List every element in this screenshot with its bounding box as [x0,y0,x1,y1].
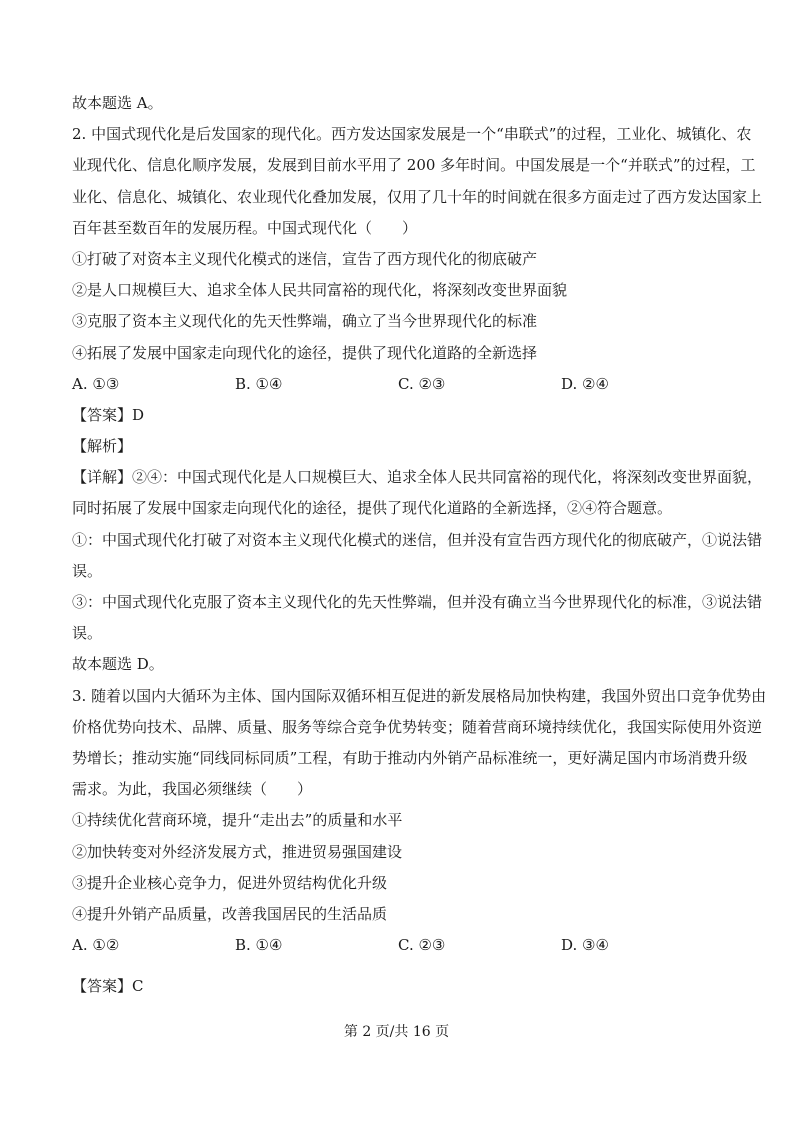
q3-stem-line: 3. 随着以国内大循环为主体、国内国际双循环相互促进的新发展格局加快构建，我国外贸出口竞争优势由 [72,686,767,705]
q3-option-d: D. ③④ [561,936,609,955]
q2-detail [72,462,763,649]
q3-stem-line: 价格优势向技术、品牌、质量、服务等综合竞争优势转变；随着营商环境持续优化，我国实际使用外资逆 [72,717,763,736]
q2-option-c: C. ②③ [398,374,446,393]
q2-option-b: B. ①④ [235,374,283,393]
q2-analysis-label: 【解析】 [72,437,133,456]
q3-statement: ③提升企业核心竞争力，促进外贸结构优化升级 [72,873,388,892]
q3-statements [72,805,724,930]
document-page [72,88,767,1002]
q3-stem-line: 需求。为此，我国必须继续（ ） [72,780,313,799]
q3-statement: ①持续优化营商环境，提升“走出去”的质量和水平 [72,811,403,830]
q2-detail-line: 误。 [72,624,103,643]
q2-options [72,369,724,400]
q2-detail-line: ③：中国式现代化克服了资本主义现代化的先天性弊端，但并没有确立当今世界现代化的标准，③说法错 [72,593,763,611]
q3-option-b: B. ①④ [235,936,283,955]
q3-stem-line: 势增长；推动实施“同线同标同质”工程，有助于推动内外销产品标准统一，更好满足国内市场消费升级 [72,748,748,767]
q2-option-d: D. ②④ [561,374,609,393]
q3-option-c: C. ②③ [398,936,446,955]
q2-detail-line: 同时拓展了发展中国家走向现代化的途径，提供了现代化道路的全新选择，②④符合题意。 [72,499,673,518]
q3-options [72,930,724,961]
q2-stem-line: 业化、信息化、城镇化、农业现代化叠加发展，仅用了几十年的时间就在很多方面走过了西方发达国家上 [72,187,763,206]
q2-statement: ②是人口规模巨大、追求全体人民共同富裕的现代化，将深刻改变世界面貌 [72,281,568,300]
q2-statement: ④拓展了发展中国家走向现代化的途径，提供了现代化道路的全新选择 [72,343,538,362]
q2-detail-line: 【详解】②④：中国式现代化是人口规模巨大、追求全体人民共同富裕的现代化，将深刻改变世界面貌， [72,468,763,487]
q2-option-a: A. ①③ [72,374,120,393]
q2-stem-line: 2. 中国式现代化是后发国家的现代化。西方发达国家发展是一个“串联式”的过程，工业化、城镇化、农 [72,125,752,144]
q2-detail-line: ①：中国式现代化打破了对资本主义现代化模式的迷信，但并没有宣告西方现代化的彻底破产，①说法错 [72,530,763,549]
q2-stem-line: 百年甚至数百年的发展历程。中国式现代化（ ） [72,218,418,237]
q3-statement: ②加快转变对外经济发展方式，推进贸易强国建设 [72,842,403,861]
page-footer: 第 2 页/共 16 页 [343,1024,450,1040]
q2-detail-line: 误。 [72,561,103,580]
q3-option-a: A. ①② [72,936,120,955]
q2-statements [72,244,724,369]
q1-conclusion: 故本题选 A。 [72,94,163,112]
q2-stem-line: 业现代化、信息化顺序发展，发展到目前水平用了 200 多年时间。中国发展是一个“并联式”的过程，工 [72,156,756,175]
q2-conclusion: 故本题选 D。 [72,655,164,674]
q3-statement: ④提升外销产品质量，改善我国居民的生活品质 [72,904,388,923]
q3-answer: 【答案】C [72,977,144,996]
q2-statement: ③克服了资本主义现代化的先天性弊端，确立了当今世界现代化的标准 [72,312,538,331]
q2-stem [72,119,763,244]
q3-stem [72,681,767,806]
q2-answer: 【答案】D [72,405,145,424]
q2-statement: ①打破了对资本主义现代化模式的迷信，宣告了西方现代化的彻底破产 [72,249,538,268]
